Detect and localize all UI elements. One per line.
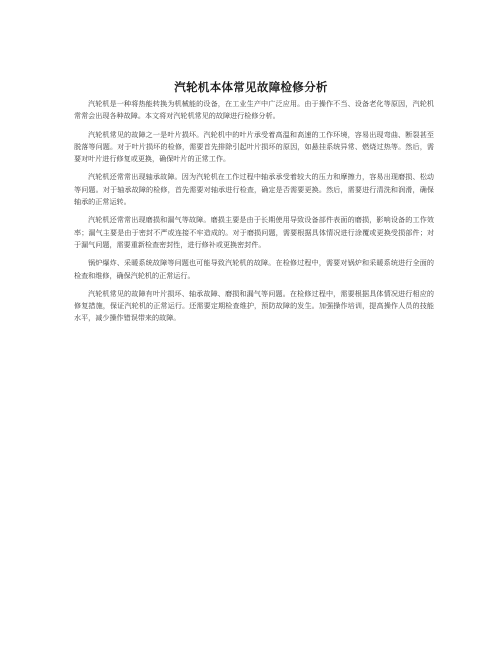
document-title: 汽轮机本体常见故障检修分析 bbox=[174, 80, 328, 94]
document-body bbox=[74, 98, 434, 331]
paragraph-boiler-heating: 锅炉爆炸、采暖系统故障等问题也可能导致汽轮机的故障。在检修过程中，需要对锅炉和采暖系统进行全面的检查和维修，确保汽轮机的正常运行。 bbox=[74, 258, 434, 280]
paragraph-bearing-fault: 汽轮机还常常出现轴承故障。因为汽轮机在工作过程中轴承承受着较大的压力和摩擦力，容易出现磨损、松动等问题。对于轴承故障的检修，首先需要对轴承进行检查，确定是否需要更换。然后，需要进行清洗和润滑，确保轴承的正常运转。 bbox=[74, 172, 434, 207]
paragraph-blade-damage: 汽轮机常见的故障之一是叶片损坏。汽轮机中的叶片承受着高温和高速的工作环境，容易出现弯曲、断裂甚至脱落等问题。对于叶片损坏的检修，需要首先排除引起叶片损坏的原因，如悬挂系统异常、燃烧过热等。然后，需要对叶片进行修复或更换，确保叶片的正常工作。 bbox=[74, 129, 434, 164]
paragraph-wear-leakage: 汽轮机还常常出现磨损和漏气等故障。磨损主要是由于长期使用导致设备部件表面的磨损，影响设备的工作效率；漏气主要是由于密封不严或连接不牢造成的。对于磨损问题，需要根据具体情况进行涂覆或更换受损部件；对于漏气问题，需要重新检查密封性，进行修补或更换密封件。 bbox=[74, 215, 434, 249]
paragraph-intro: 汽轮机是一种将热能转换为机械能的设备，在工业生产中广泛应用。由于操作不当、设备老化等原因，汽轮机常常会出现各种故障。本文将对汽轮机常见的故障进行检修分析。 bbox=[74, 99, 434, 121]
paragraph-conclusion: 汽轮机常见的故障有叶片损坏、轴承故障、磨损和漏气等问题。在检修过程中，需要根据具体情况进行相应的修复措施，保证汽轮机的正常运行。还需要定期检查维护，预防故障的发生。加强操作培训，提高操作人员的技能水平，减少操作错误带来的故障。 bbox=[74, 288, 434, 323]
